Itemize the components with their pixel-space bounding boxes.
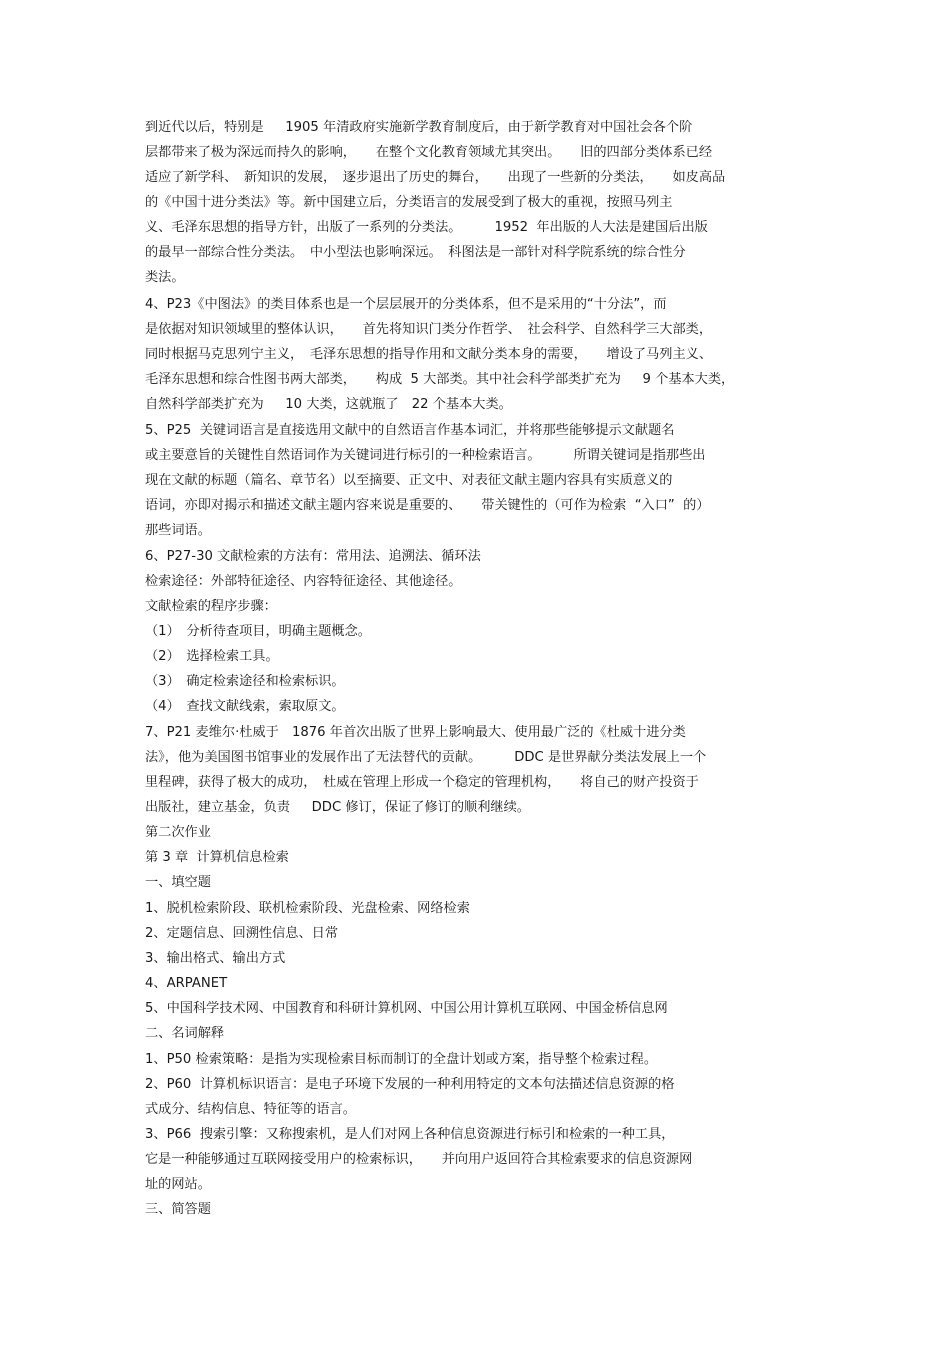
text-line: 现在文献的标题（篇名、章节名）以至摘要、正文中、对表征文献主题内容具有实质意义的	[145, 473, 673, 488]
text-line: 适应了新学科、 新知识的发展， 逐步退出了历史的舞台， 出现了一些新的分类法， 如皮高品	[145, 170, 726, 185]
text-line: 1、P50 检索策略：是指为实现检索目标而制订的全盘计划或方案，指导整个检索过程。	[145, 1052, 658, 1067]
text-line: 出版社，建立基金，负责 DDC 修订，保证了修订的顺利继续。	[145, 800, 530, 815]
text-line: 层都带来了极为深远而持久的影响， 在整个文化教育领域尤其突出。 旧的四部分类体系已经	[145, 145, 713, 160]
text-line: 义、毛泽东思想的指导方针，出版了一系列的分类法。 1952 年出版的人大法是建国后出版	[145, 220, 708, 235]
section-heading: 二、名词解释	[145, 1026, 225, 1041]
text-line: 那些词语。	[145, 523, 211, 538]
list-item: （3） 确定检索途径和检索标识。	[145, 674, 345, 689]
text-line: 毛泽东思想和综合性图书两大部类， 构成 5 大部类。其中社会科学部类扩充为 9 个基本大类，	[145, 372, 735, 387]
text-line: 3、P66 搜索引擎：又称搜索机，是人们对网上各种信息资源进行标引和检索的一种工具，	[145, 1127, 675, 1142]
text-line: 4、P23《中图法》的类目体系也是一个层层展开的分类体系，但不是采用的“十分法”，而	[145, 297, 667, 312]
answer-item: 1、脱机检索阶段、联机检索阶段、光盘检索、网络检索	[145, 901, 470, 916]
text-line: 检索途径：外部特征途径、内容特征途径、其他途径。	[145, 574, 462, 589]
text-line: 或主要意旨的关键性自然语词作为关键词进行标引的一种检索语言。 所谓关键词是指那些出	[145, 448, 706, 463]
text-line: 语词，亦即对揭示和描述文献主题内容来说是重要的、 带关键性的（可作为检索 “入口” 的）	[145, 498, 710, 513]
text-line: 址的网站。	[145, 1177, 211, 1192]
section-heading: 一、填空题	[145, 875, 211, 890]
text-line: 6、P27-30 文献检索的方法有：常用法、追溯法、循环法	[145, 549, 481, 564]
text-line: 同时根据马克思列宁主义， 毛泽东思想的指导作用和文献分类本身的需要， 增设了马列主义、	[145, 347, 713, 362]
list-item: （2） 选择检索工具。	[145, 649, 279, 664]
text-line: 2、P60 计算机标识语言：是电子环境下发展的一种利用特定的文本句法描述信息资源的格	[145, 1077, 675, 1092]
text-line: 文献检索的程序步骤：	[145, 599, 277, 614]
text-line: 5、P25 关键词语言是直接选用文献中的自然语言作基本词汇，并将那些能够提示文献题名	[145, 423, 675, 438]
text-line: 它是一种能够通过互联网接受用户的检索标识， 并向用户返回符合其检索要求的信息资源网	[145, 1152, 693, 1167]
section-heading: 三、简答题	[145, 1202, 211, 1217]
list-item: （1） 分析待查项目，明确主题概念。	[145, 624, 371, 639]
text-line: 自然科学部类扩充为 10 大类，这就瓶了 22 个基本大类。	[145, 397, 512, 412]
list-item: （4） 查找文献线索，索取原文。	[145, 699, 345, 714]
text-line: 是依据对知识领域里的整体认识， 首先将知识门类分作哲学、 社会科学、自然科学三大部类，	[145, 322, 713, 337]
text-line: 7、P21 麦维尔·杜威于 1876 年首次出版了世界上影响最大、使用最广泛的《杜威十进分类	[145, 725, 686, 740]
answer-item: 5、中国科学技术网、中国教育和科研计算机网、中国公用计算机互联网、中国金桥信息网	[145, 1001, 668, 1016]
answer-item: 3、输出格式、输出方式	[145, 951, 286, 966]
text-line: 法》，他为美国图书馆事业的发展作出了无法替代的贡献。 DDC 是世界献分类法发展上一个	[145, 750, 707, 765]
text-line: 类法。	[145, 270, 185, 285]
section-heading: 第二次作业	[145, 825, 211, 840]
text-line: 里程碑，获得了极大的成功， 杜威在管理上形成一个稳定的管理机构， 将自己的财产投资于	[145, 775, 699, 790]
text-line: 到近代以后，特别是 1905 年清政府实施新学教育制度后，由于新学教育对中国社会各个阶	[145, 120, 693, 135]
answer-item: 4、ARPANET	[145, 976, 228, 991]
text-line: 的《中国十进分类法》等。新中国建立后，分类语言的发展受到了极大的重视，按照马列主	[145, 195, 673, 210]
chapter-heading: 第 3 章 计算机信息检索	[145, 850, 289, 865]
text-line: 的最早一部综合性分类法。 中小型法也影响深远。 科图法是一部针对科学院系统的综合性分	[145, 245, 686, 260]
text-line: 式成分、结构信息、特征等的语言。	[145, 1102, 356, 1117]
answer-item: 2、定题信息、回溯性信息、日常	[145, 926, 339, 941]
